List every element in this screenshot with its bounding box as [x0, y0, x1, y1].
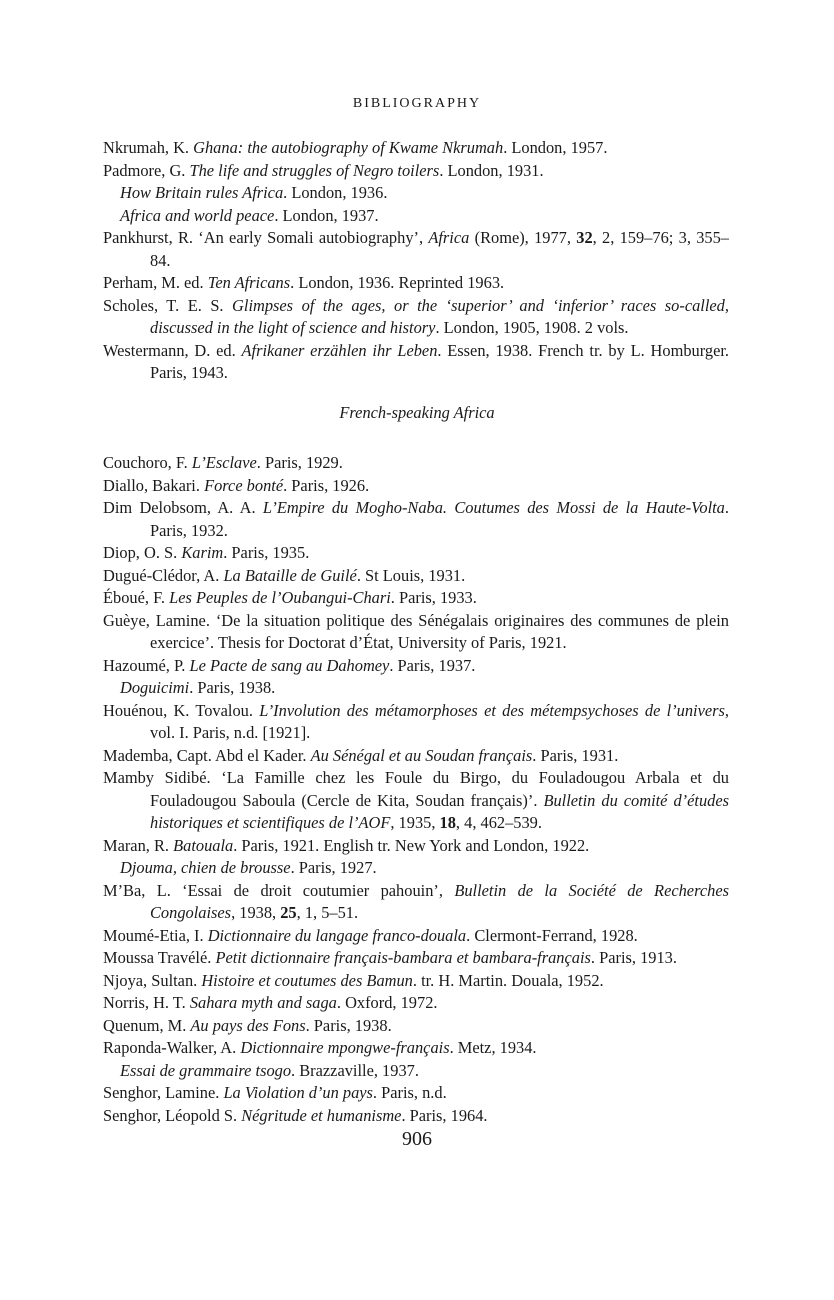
bibliography-entry — [103, 700, 729, 745]
entry-text: . Essen, 1938. French tr. by L. Homburger. Paris, 1943. — [150, 340, 729, 382]
entry-title: L’Esclave — [191, 453, 257, 472]
entry-text: . Paris, 1938. — [189, 678, 276, 697]
entry-title: Négritude et humanisme — [241, 1105, 402, 1125]
bibliography-entry — [103, 947, 729, 970]
entry-text: Dugué-Clédor, A. — [103, 565, 224, 585]
entry-title: Bulletin du comité d’études historiques et scientifiques de l’AOF — [150, 790, 729, 832]
entry-text: Raponda-Walker, A. — [103, 1038, 241, 1057]
bibliography-subentry — [103, 205, 729, 228]
bibliography-subentry — [103, 182, 729, 205]
entry-title: Africa — [428, 228, 470, 247]
entry-title: L’Involution des métamorphoses et des métempsychoses de l’univers — [259, 700, 725, 720]
bibliography-entry — [103, 1015, 729, 1038]
bibliography-entry — [103, 1082, 729, 1105]
entry-text: Perham, M. ed. — [103, 273, 208, 292]
entry-text: . London, 1937. — [274, 205, 379, 225]
entry-text: (Rome), 1977, — [469, 228, 577, 247]
bibliography-entry — [103, 970, 729, 993]
entry-text: . London, 1936. Reprinted 1963. — [290, 273, 505, 292]
bibliography-entry — [103, 497, 729, 542]
entry-text: . Oxford, 1972. — [336, 993, 438, 1012]
entry-text: , 1, 5–51. — [296, 903, 359, 922]
bibliography-entry — [103, 542, 729, 565]
entry-title: Petit dictionnaire français-bambara et bambara-français — [215, 948, 591, 967]
bibliography-list-french — [103, 452, 729, 1127]
entry-title: Doguicimi — [120, 678, 190, 697]
entry-title: Essai de grammaire tsogo — [120, 1060, 292, 1080]
section-heading: French-speaking Africa — [339, 403, 495, 422]
entry-text: , 2, 159–76; 3, 355–84. — [150, 228, 729, 270]
bibliography-entry — [103, 452, 729, 475]
bibliography-entry — [103, 880, 729, 925]
entry-text: , 1935, — [390, 813, 440, 832]
bibliography-entry — [103, 767, 729, 835]
bibliography-entry — [103, 160, 729, 183]
entry-title: Sahara myth and saga — [189, 993, 337, 1012]
entry-title: Batouala — [173, 835, 234, 855]
entry-text: . Paris, 1913. — [590, 948, 677, 967]
entry-title: The life and struggles of Negro toilers — [189, 160, 440, 180]
entry-text: . Paris, 1921. English tr. New York and London, 1922. — [233, 835, 590, 855]
bibliography-entry — [103, 992, 729, 1015]
entry-text: . London, 1936. — [283, 183, 388, 202]
entry-text: Diop, O. S. — [103, 543, 182, 562]
entry-text: Westermann, D. ed. — [103, 340, 242, 360]
bibliography-subentry — [103, 857, 729, 880]
entry-text: . Clermont-Ferrand, 1928. — [466, 925, 638, 945]
entry-text: . Paris, 1927. — [290, 858, 377, 877]
entry-text: Dim Delobsom, A. A. — [103, 498, 263, 517]
bibliography-entry — [103, 745, 729, 768]
entry-text: . Paris, 1937. — [389, 655, 476, 675]
bibliography-entry — [103, 295, 729, 340]
entry-text: Hazoumé, P. — [103, 655, 190, 675]
entry-text: . Paris, 1929. — [256, 453, 343, 472]
entry-title: Bulletin de la Société de Recherches Congolaises — [150, 880, 729, 922]
entry-text: Guèye, Lamine. ‘De la situation politique des Sénégalais originaires des communes de plein exercice’. Thesis for Doctorat d’État, University of Paris, 1921. — [103, 610, 729, 652]
entry-text: Njoya, Sultan. — [103, 970, 202, 990]
bibliography-entry — [103, 610, 729, 655]
entry-text: , 4, 462–539. — [455, 813, 542, 832]
bibliography-entry — [103, 835, 729, 858]
entry-title: Africa and world peace — [120, 205, 275, 225]
entry-title: Au Sénégal et au Soudan français — [310, 745, 533, 765]
bibliography-entry — [103, 587, 729, 610]
entry-text: . Paris, n.d. — [372, 1083, 447, 1102]
entry-text: Mamby Sidibé. ‘La Famille chez les Foule du Birgo, du Fouladougou Arbala et du Fouladougou Saboula (Cercle de Kita, Soudan français)’. — [103, 768, 729, 810]
bibliography-entry — [103, 475, 729, 498]
entry-text: . Metz, 1934. — [449, 1038, 537, 1057]
bibliography-entry — [103, 655, 729, 678]
entry-text: . Paris, 1932. — [150, 498, 729, 540]
entry-text: M’Ba, L. ‘Essai de droit coutumier pahouin’, — [103, 880, 455, 900]
entry-text: Moussa Travélé. — [103, 948, 216, 967]
entry-text: Mademba, Capt. Abd el Kader. — [103, 745, 311, 765]
entry-text: . London, 1931. — [439, 160, 544, 180]
bibliography-entry — [103, 1105, 729, 1128]
entry-text: Quenum, M. — [103, 1015, 191, 1035]
bibliography-entry — [103, 137, 729, 160]
entry-text: . London, 1957. — [503, 138, 608, 157]
entry-text: . Paris, 1926. — [283, 475, 370, 495]
entry-text: . Paris, 1933. — [390, 588, 477, 607]
entry-title: How Britain rules Africa — [120, 183, 284, 202]
entry-title: Dictionnaire du langage franco-douala — [207, 925, 467, 945]
entry-text: Norris, H. T. — [103, 993, 190, 1012]
entry-text: . Paris, 1931. — [532, 745, 619, 765]
entry-text: . Paris, 1935. — [223, 543, 310, 562]
entry-title: L’Empire du Mogho-Naba. Coutumes des Mossi de la Haute-Volta — [262, 498, 725, 517]
entry-text: . Paris, 1964. — [401, 1105, 488, 1125]
bibliography-entry — [103, 565, 729, 588]
entry-text: . St Louis, 1931. — [356, 565, 466, 585]
entry-text: , vol. I. Paris, n.d. [1921]. — [150, 700, 729, 742]
entry-text: Scholes, T. E. S. — [103, 295, 233, 315]
entry-text: Pankhurst, R. ‘An early Somali autobiography’, — [103, 228, 429, 247]
entry-text: . Brazzaville, 1937. — [291, 1060, 419, 1080]
entry-title: Histoire et coutumes des Bamun — [201, 970, 413, 990]
running-header: BIBLIOGRAPHY — [352, 96, 482, 111]
entry-title: La Violation d’un pays — [223, 1083, 373, 1102]
bibliography-entry — [103, 340, 729, 385]
bibliography-entry — [103, 925, 729, 948]
entry-title: Ghana: the autobiography of Kwame Nkrumah — [193, 138, 504, 157]
entry-text: . Paris, 1938. — [305, 1015, 392, 1035]
bibliography-entry — [103, 272, 729, 295]
entry-text: Couchoro, F. — [103, 453, 192, 472]
entry-title: Djouma, chien de brousse — [120, 858, 291, 877]
entry-text: Maran, R. — [103, 835, 174, 855]
entry-text: Senghor, Léopold S. — [103, 1105, 242, 1125]
entry-title: Dictionnaire mpongwe-français — [240, 1038, 450, 1057]
entry-text: . London, 1905, 1908. 2 vols. — [435, 318, 629, 337]
entry-text: Padmore, G. — [103, 160, 190, 180]
entry-volume: 18 — [439, 813, 456, 832]
entry-text: , 1938, — [231, 903, 281, 922]
entry-text: Moumé-Etia, I. — [103, 925, 208, 945]
entry-text: Diallo, Bakari. — [103, 475, 205, 495]
entry-text: . tr. H. Martin. Douala, 1952. — [412, 970, 604, 990]
entry-text: Senghor, Lamine. — [103, 1083, 224, 1102]
bibliography-subentry — [103, 677, 729, 700]
entry-text: Éboué, F. — [103, 588, 170, 607]
entry-title: La Bataille de Guilé — [223, 565, 357, 585]
entry-title: Karim — [181, 543, 224, 562]
entry-title: Au pays des Fons — [190, 1015, 306, 1035]
entry-title: Les Peuples de l’Oubangui-Chari — [169, 588, 391, 607]
bibliography-list-english — [103, 137, 729, 385]
bibliography-subentry — [103, 1060, 729, 1083]
entry-title: Glimpses of the ages, or the ‘superior’ and ‘inferior’ races so-called, discussed in the light of science and history — [150, 295, 729, 337]
entry-title: Afrikaner erzählen ihr Leben — [241, 340, 438, 360]
page-number: 906 — [402, 1128, 432, 1150]
entry-title: Force bonté — [204, 475, 284, 495]
entry-title: Ten Africans — [207, 273, 291, 292]
entry-text: Houénou, K. Tovalou. — [103, 700, 260, 720]
entry-title: Le Pacte de sang au Dahomey — [189, 655, 390, 675]
bibliography-entry — [103, 1037, 729, 1060]
bibliography-entry — [103, 227, 729, 272]
entry-volume: 25 — [280, 903, 297, 922]
entry-text: Nkrumah, K. — [103, 138, 194, 157]
entry-volume: 32 — [576, 228, 593, 247]
